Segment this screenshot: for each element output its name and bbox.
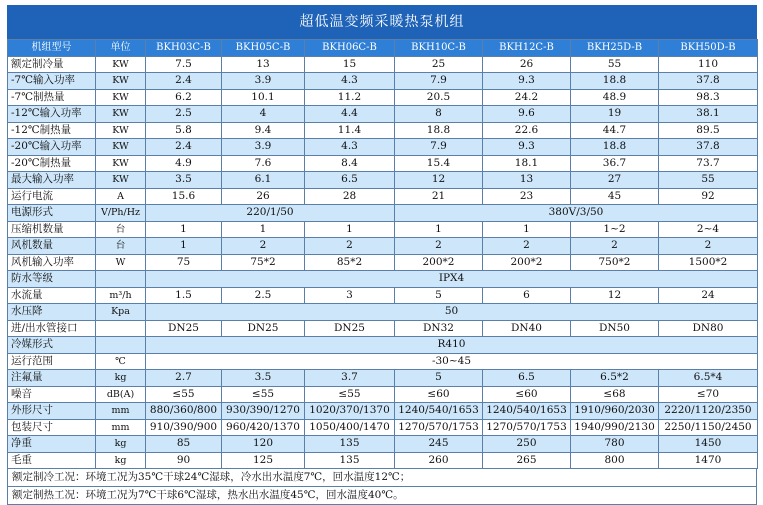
value-cell: 800 — [571, 452, 659, 469]
value-cell: IPX4 — [146, 271, 758, 288]
row-label: -7℃制热量 — [8, 89, 96, 106]
value-cell: 960/420/1370 — [222, 419, 305, 436]
row-unit: dB(A) — [96, 386, 146, 403]
row-unit: A — [96, 188, 146, 205]
row-unit: 台 — [96, 238, 146, 255]
value-cell: 3.9 — [222, 139, 305, 156]
row-unit: KW — [96, 89, 146, 106]
value-cell: 48.9 — [571, 89, 659, 106]
row-unit: Kpa — [96, 304, 146, 321]
value-cell: 4.3 — [305, 139, 395, 156]
row-label: 进/出水管接口 — [8, 320, 96, 337]
value-cell: 28 — [305, 188, 395, 205]
row-unit — [96, 337, 146, 354]
row-unit: kg — [96, 452, 146, 469]
value-cell: R410 — [146, 337, 758, 354]
value-cell: 1270/570/1753 — [483, 419, 571, 436]
row-label: 防水等级 — [8, 271, 96, 288]
value-cell: 5 — [395, 287, 483, 304]
value-cell: 1500*2 — [659, 254, 758, 271]
value-cell: 1 — [222, 221, 305, 238]
value-cell: 11.2 — [305, 89, 395, 106]
value-cell: 2 — [305, 238, 395, 255]
value-cell: ≤55 — [222, 386, 305, 403]
row-label: 水压降 — [8, 304, 96, 321]
header-cell: BKH05C-B — [222, 40, 305, 57]
value-cell: ≤70 — [659, 386, 758, 403]
value-cell: DN25 — [146, 320, 222, 337]
table-row — [8, 370, 758, 387]
table-title: 超低温变频采暖热泵机组 — [7, 5, 757, 39]
value-cell: 27 — [571, 172, 659, 189]
row-unit: KW — [96, 155, 146, 172]
value-cell: 3.5 — [146, 172, 222, 189]
table-row — [8, 419, 758, 436]
note-line: 额定制热工况：环境工况为7℃干球6℃湿球，热水出水温度45℃，回水温度40℃。 — [8, 486, 756, 504]
table-row — [8, 172, 758, 189]
row-label: -20℃制热量 — [8, 155, 96, 172]
value-cell: 8.4 — [305, 155, 395, 172]
value-cell: 24.2 — [483, 89, 571, 106]
row-unit: W — [96, 254, 146, 271]
value-cell: 7.5 — [146, 56, 222, 73]
value-cell: ≤55 — [146, 386, 222, 403]
value-cell: -30~45 — [146, 353, 758, 370]
value-cell: 23 — [483, 188, 571, 205]
row-unit — [96, 271, 146, 288]
value-cell: 22.6 — [483, 122, 571, 139]
value-cell: 4.3 — [305, 73, 395, 90]
value-cell: 1050/400/1470 — [305, 419, 395, 436]
value-cell: 6.5*4 — [659, 370, 758, 387]
value-cell: 4.9 — [146, 155, 222, 172]
value-cell: 11.4 — [305, 122, 395, 139]
row-label: 风机输入功率 — [8, 254, 96, 271]
value-cell: 92 — [659, 188, 758, 205]
value-cell: 37.8 — [659, 139, 758, 156]
row-label: 毛重 — [8, 452, 96, 469]
value-cell: 18.8 — [571, 139, 659, 156]
value-cell: 26 — [483, 56, 571, 73]
value-cell: 2~4 — [659, 221, 758, 238]
value-cell: 1 — [146, 221, 222, 238]
value-cell: 55 — [571, 56, 659, 73]
table-row — [8, 271, 758, 288]
value-cell: 15.4 — [395, 155, 483, 172]
value-cell: 200*2 — [395, 254, 483, 271]
row-unit: kg — [96, 436, 146, 453]
value-cell: 3.5 — [222, 370, 305, 387]
row-unit: V/Ph/Hz — [96, 205, 146, 222]
value-cell: 9.3 — [483, 73, 571, 90]
value-cell: 1020/370/1370 — [305, 403, 395, 420]
value-cell: 98.3 — [659, 89, 758, 106]
row-label: -7℃输入功率 — [8, 73, 96, 90]
table-row — [8, 304, 758, 321]
spec-sheet — [7, 5, 757, 505]
row-unit: KW — [96, 73, 146, 90]
value-cell: 24 — [659, 287, 758, 304]
value-cell: 2.4 — [146, 139, 222, 156]
value-cell: 20.5 — [395, 89, 483, 106]
value-cell: 36.7 — [571, 155, 659, 172]
value-cell: 3.9 — [222, 73, 305, 90]
table-row — [8, 122, 758, 139]
value-cell: DN25 — [305, 320, 395, 337]
row-unit: kg — [96, 370, 146, 387]
value-cell: 18.8 — [395, 122, 483, 139]
value-cell: 2220/1120/2350 — [659, 403, 758, 420]
value-cell: 90 — [146, 452, 222, 469]
row-label: 电源形式 — [8, 205, 96, 222]
value-cell: 6.5*2 — [571, 370, 659, 387]
row-label: -20℃输入功率 — [8, 139, 96, 156]
row-label: 运行范围 — [8, 353, 96, 370]
row-unit: m³/h — [96, 287, 146, 304]
value-cell: 13 — [483, 172, 571, 189]
row-label: 压缩机数量 — [8, 221, 96, 238]
header-row — [8, 40, 758, 57]
header-cell: BKH12C-B — [483, 40, 571, 57]
value-cell: 780 — [571, 436, 659, 453]
note-line: 额定制冷工况：环境工况为35℃干球24℃湿球，冷水出水温度7℃，回水温度12℃； — [12, 471, 411, 483]
value-cell: 135 — [305, 452, 395, 469]
value-cell: 37.8 — [659, 73, 758, 90]
value-cell: 6.5 — [483, 370, 571, 387]
value-cell: 2.7 — [146, 370, 222, 387]
value-cell: 1 — [395, 221, 483, 238]
table-row — [8, 436, 758, 453]
table-row — [8, 386, 758, 403]
value-cell: ≤60 — [483, 386, 571, 403]
value-cell: 1240/540/1653 — [395, 403, 483, 420]
value-cell: 6.1 — [222, 172, 305, 189]
table-row — [8, 320, 758, 337]
value-cell: 5.8 — [146, 122, 222, 139]
value-cell: 125 — [222, 452, 305, 469]
row-label: 注氟量 — [8, 370, 96, 387]
value-cell: 1 — [146, 238, 222, 255]
table-row — [8, 188, 758, 205]
value-cell: 2.5 — [222, 287, 305, 304]
row-label: 噪音 — [8, 386, 96, 403]
table-row — [8, 287, 758, 304]
value-cell: 38.1 — [659, 106, 758, 123]
row-unit: KW — [96, 122, 146, 139]
row-unit: KW — [96, 172, 146, 189]
row-unit: KW — [96, 139, 146, 156]
value-cell: 2 — [395, 238, 483, 255]
value-cell: 6.5 — [305, 172, 395, 189]
value-cell: 2.4 — [146, 73, 222, 90]
row-label: 包装尺寸 — [8, 419, 96, 436]
value-cell: 7.6 — [222, 155, 305, 172]
value-cell: 8 — [395, 106, 483, 123]
value-cell: 2 — [659, 238, 758, 255]
header-cell: BKH03C-B — [146, 40, 222, 57]
row-unit: 台 — [96, 221, 146, 238]
value-cell: 2.5 — [146, 106, 222, 123]
row-label: 净重 — [8, 436, 96, 453]
table-row — [8, 353, 758, 370]
value-cell: 880/360/800 — [146, 403, 222, 420]
value-cell: 2250/1150/2450 — [659, 419, 758, 436]
header-cell: 机组型号 — [8, 40, 96, 57]
value-cell: 3 — [305, 287, 395, 304]
table-row — [8, 73, 758, 90]
value-cell: 220/1/50 — [146, 205, 395, 222]
value-cell: 85*2 — [305, 254, 395, 271]
value-cell: 89.5 — [659, 122, 758, 139]
value-cell: 120 — [222, 436, 305, 453]
value-cell: 910/390/900 — [146, 419, 222, 436]
table-row — [8, 254, 758, 271]
table-row — [8, 56, 758, 73]
value-cell: DN50 — [571, 320, 659, 337]
value-cell: DN80 — [659, 320, 758, 337]
value-cell: 19 — [571, 106, 659, 123]
value-cell: 85 — [146, 436, 222, 453]
table-row — [8, 106, 758, 123]
value-cell: 15 — [305, 56, 395, 73]
value-cell: 75*2 — [222, 254, 305, 271]
row-label: 风机数量 — [8, 238, 96, 255]
value-cell: 2 — [571, 238, 659, 255]
row-unit: KW — [96, 106, 146, 123]
table-row — [8, 337, 758, 354]
value-cell: 265 — [483, 452, 571, 469]
value-cell: 9.4 — [222, 122, 305, 139]
value-cell: 45 — [571, 188, 659, 205]
value-cell: 245 — [395, 436, 483, 453]
value-cell: 6 — [483, 287, 571, 304]
value-cell: 21 — [395, 188, 483, 205]
value-cell: DN25 — [222, 320, 305, 337]
value-cell: ≤55 — [305, 386, 395, 403]
row-unit — [96, 320, 146, 337]
value-cell: 15.6 — [146, 188, 222, 205]
value-cell: 6.2 — [146, 89, 222, 106]
value-cell: 18.8 — [571, 73, 659, 90]
value-cell: 1.5 — [146, 287, 222, 304]
value-cell: 13 — [222, 56, 305, 73]
value-cell: 1450 — [659, 436, 758, 453]
row-label: 水流量 — [8, 287, 96, 304]
value-cell: 5 — [395, 370, 483, 387]
spec-table — [7, 39, 758, 469]
row-unit: mm — [96, 419, 146, 436]
value-cell: 1940/990/2130 — [571, 419, 659, 436]
header-cell: BKH50D-B — [659, 40, 758, 57]
row-label: 冷媒形式 — [8, 337, 96, 354]
row-label: -12℃输入功率 — [8, 106, 96, 123]
value-cell: ≤68 — [571, 386, 659, 403]
value-cell: 10.1 — [222, 89, 305, 106]
value-cell: DN40 — [483, 320, 571, 337]
value-cell: 2 — [483, 238, 571, 255]
table-row — [8, 89, 758, 106]
value-cell: 75 — [146, 254, 222, 271]
value-cell: 18.1 — [483, 155, 571, 172]
table-row — [8, 205, 758, 222]
value-cell: 1 — [483, 221, 571, 238]
header-cell: 单位 — [96, 40, 146, 57]
value-cell: 3.7 — [305, 370, 395, 387]
row-label: -12℃制热量 — [8, 122, 96, 139]
row-unit: mm — [96, 403, 146, 420]
header-cell: BKH06C-B — [305, 40, 395, 57]
value-cell: 2 — [222, 238, 305, 255]
value-cell: DN32 — [395, 320, 483, 337]
value-cell: 9.6 — [483, 106, 571, 123]
value-cell: 380V/3/50 — [395, 205, 758, 222]
value-cell: 750*2 — [571, 254, 659, 271]
value-cell: 250 — [483, 436, 571, 453]
value-cell: 9.3 — [483, 139, 571, 156]
row-unit: KW — [96, 56, 146, 73]
spec-table-body — [8, 40, 758, 469]
row-label: 外形尺寸 — [8, 403, 96, 420]
row-label: 最大输入功率 — [8, 172, 96, 189]
value-cell: 4.4 — [305, 106, 395, 123]
table-row — [8, 403, 758, 420]
header-cell: BKH10C-B — [395, 40, 483, 57]
row-unit: ℃ — [96, 353, 146, 370]
value-cell: 12 — [571, 287, 659, 304]
value-cell: 26 — [222, 188, 305, 205]
value-cell: ≤60 — [395, 386, 483, 403]
value-cell: 7.9 — [395, 139, 483, 156]
value-cell: 1~2 — [571, 221, 659, 238]
value-cell: 25 — [395, 56, 483, 73]
table-row — [8, 155, 758, 172]
row-label: 运行电流 — [8, 188, 96, 205]
value-cell: 930/390/1270 — [222, 403, 305, 420]
value-cell: 1910/960/2030 — [571, 403, 659, 420]
table-row — [8, 139, 758, 156]
value-cell: 12 — [395, 172, 483, 189]
value-cell: 135 — [305, 436, 395, 453]
value-cell: 200*2 — [483, 254, 571, 271]
table-row — [8, 221, 758, 238]
value-cell: 55 — [659, 172, 758, 189]
row-label: 额定制冷量 — [8, 56, 96, 73]
value-cell: 110 — [659, 56, 758, 73]
value-cell: 4 — [222, 106, 305, 123]
value-cell: 7.9 — [395, 73, 483, 90]
value-cell: 1 — [305, 221, 395, 238]
value-cell: 260 — [395, 452, 483, 469]
value-cell: 1470 — [659, 452, 758, 469]
value-cell: 50 — [146, 304, 758, 321]
header-cell: BKH25D-B — [571, 40, 659, 57]
value-cell: 1270/570/1753 — [395, 419, 483, 436]
table-row — [8, 238, 758, 255]
value-cell: 44.7 — [571, 122, 659, 139]
value-cell: 73.7 — [659, 155, 758, 172]
table-row — [8, 452, 758, 469]
value-cell: 1240/540/1653 — [483, 403, 571, 420]
